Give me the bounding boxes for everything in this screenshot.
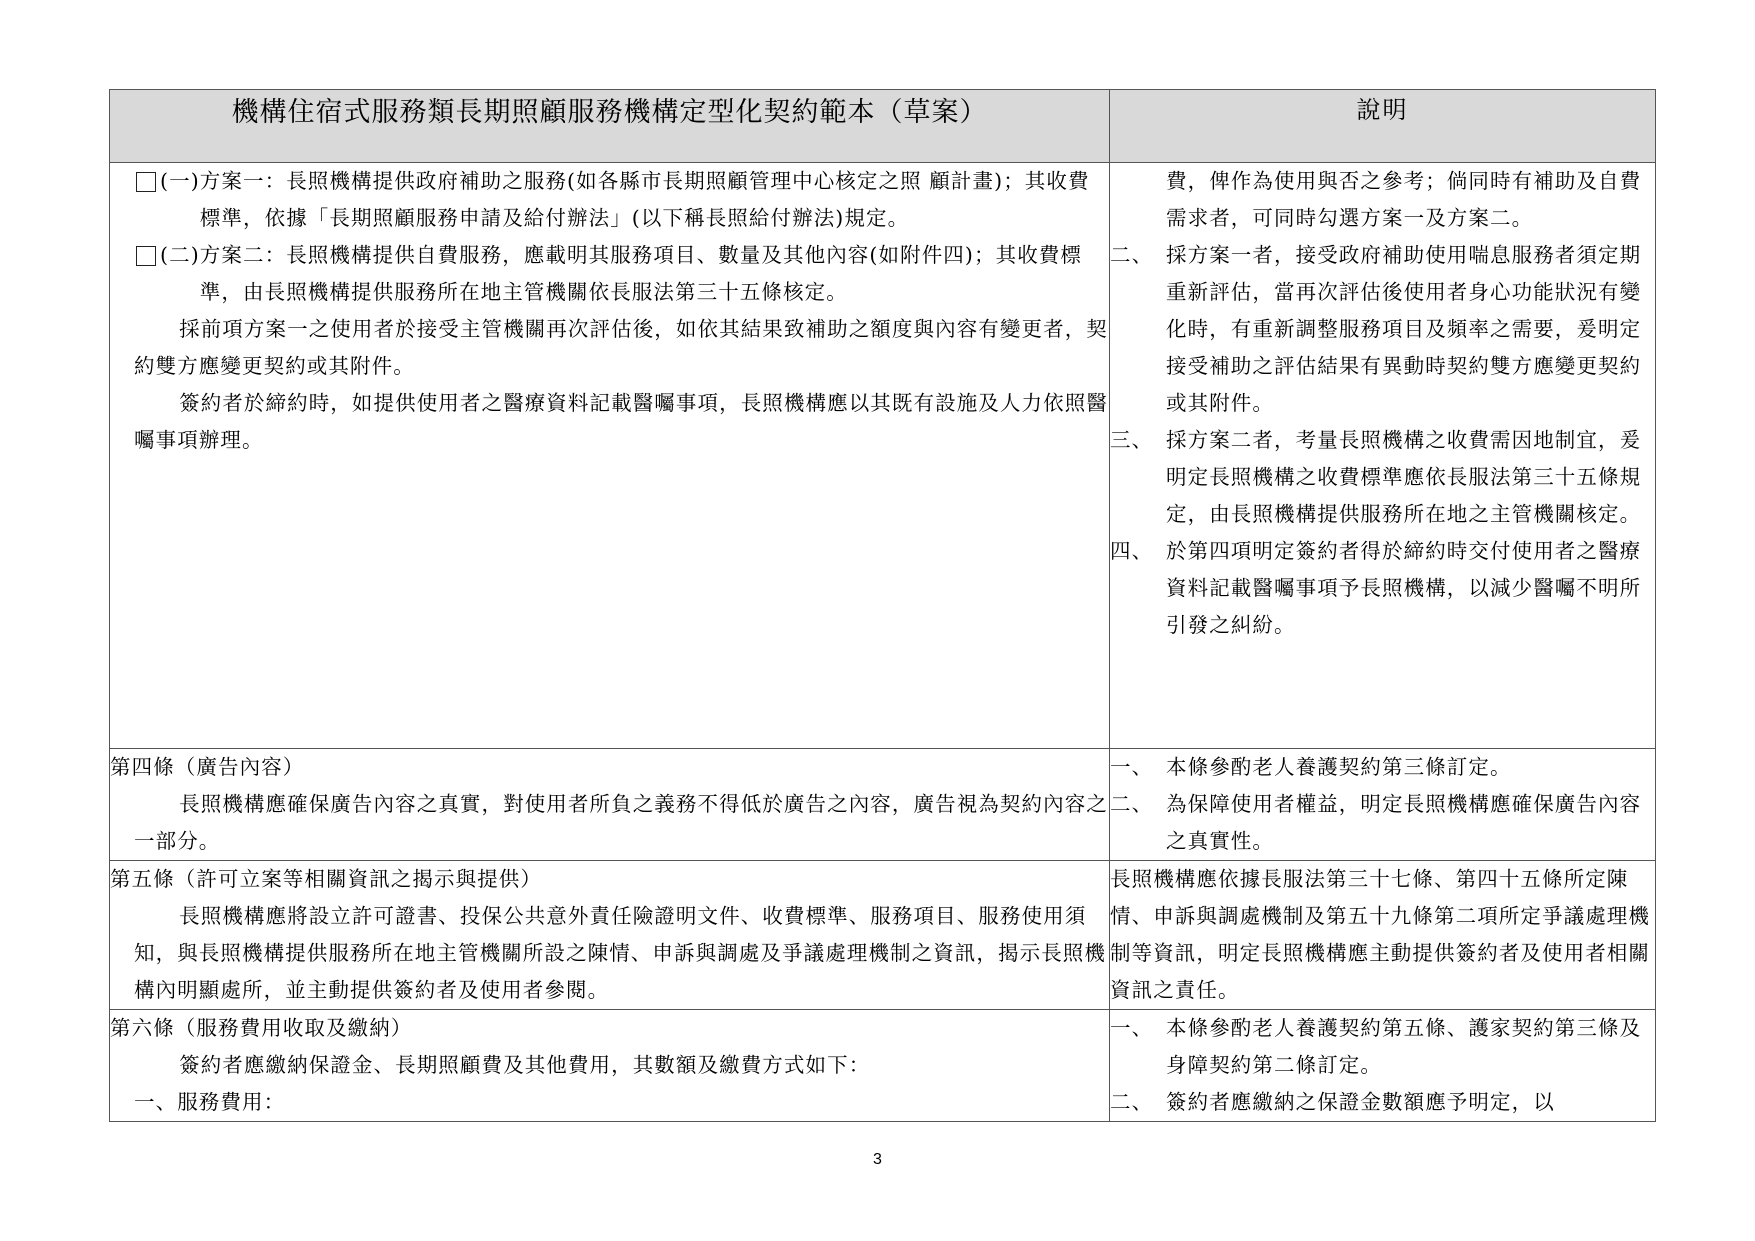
header-right: 說明 bbox=[1110, 90, 1656, 163]
note-text: 本條參酌老人養護契約第五條、護家契約第三條及身障契約第二條訂定。 bbox=[1166, 1016, 1642, 1077]
note-item bbox=[1110, 1084, 1655, 1121]
note-text: 長照機構應依據長服法第三十七條、第四十五條所定陳情、申訴與調處機制及第五十九條第二項所定爭議處理機制等資訊，明定長照機構應主動提供簽約者及使用者相關資訊之責任。 bbox=[1110, 867, 1650, 1002]
checkbox-option-1[interactable] bbox=[136, 172, 156, 192]
note-number: 三、 bbox=[1110, 428, 1154, 452]
paragraph: 簽約者於締約時，如提供使用者之醫療資料記載醫囑事項，長照機構應以其既有設施及人力依照醫囑事項辦理。 bbox=[134, 391, 1108, 452]
note-text: 簽約者應繳納之保證金數額應予明定，以 bbox=[1166, 1090, 1555, 1114]
note-item bbox=[1110, 1010, 1655, 1084]
paragraph: 簽約者應繳納保證金、長期照顧費及其他費用，其數額及繳費方式如下： bbox=[179, 1053, 871, 1077]
option-text: 方案一：長照機構提供政府補助之服務(如各縣市長期照顧管理中心核定之照 顧計畫)；其收費標準，依據「長期照顧服務申請及給付辦法」(以下稱長照給付辦法)規定。 bbox=[199, 169, 1090, 230]
note-continuation: 費，俾作為使用與否之參考；倘同時有補助及自費需求者，可同時勾選方案一及方案二。 bbox=[1166, 169, 1642, 230]
note-text: 本條參酌老人養護契約第三條訂定。 bbox=[1166, 755, 1512, 779]
article-title: 第五條（許可立案等相關資訊之揭示與提供） bbox=[110, 867, 542, 891]
list-item: 一、服務費用： bbox=[134, 1090, 286, 1114]
table-row bbox=[110, 1010, 1656, 1122]
table-row bbox=[110, 163, 1656, 749]
option-tag: (二) bbox=[160, 243, 200, 267]
note-text: 為保障使用者權益，明定長照機構應確保廣告內容之真實性。 bbox=[1166, 792, 1642, 853]
note-number: 一、 bbox=[1110, 755, 1154, 779]
option-tag: (一) bbox=[160, 169, 200, 193]
paragraph: 採前項方案一之使用者於接受主管機關再次評估後，如依其結果致補助之額度與內容有變更者，契約雙方應變更契約或其附件。 bbox=[134, 317, 1108, 378]
paragraph: 長照機構應確保廣告內容之真實，對使用者所負之義務不得低於廣告之內容，廣告視為契約內容之一部分。 bbox=[134, 792, 1108, 853]
table-row bbox=[110, 749, 1656, 861]
option-2 bbox=[110, 237, 1109, 311]
paragraph: 長照機構應將設立許可證書、投保公共意外責任險證明文件、收費標準、服務項目、服務使用須知，與長照機構提供服務所在地主管機關所設之陳情、申訴與調處及爭議處理機制之資訊，揭示長照機構內明顯處所，並主動提供簽約者及使用者參閱。 bbox=[134, 904, 1106, 1002]
checkbox-option-2[interactable] bbox=[136, 246, 156, 266]
header-row bbox=[110, 90, 1656, 163]
note-item bbox=[1110, 422, 1655, 533]
article-title: 第四條（廣告內容） bbox=[110, 755, 305, 779]
note-text: 採方案二者，考量長照機構之收費需因地制宜，爰明定長照機構之收費標準應依長服法第三十五條規定，由長照機構提供服務所在地之主管機關核定。 bbox=[1166, 428, 1642, 526]
option-1 bbox=[110, 163, 1109, 237]
article-title: 第六條（服務費用收取及繳納） bbox=[110, 1016, 413, 1040]
contract-cell bbox=[110, 861, 1110, 1010]
option-text: 方案二：長照機構提供自費服務，應載明其服務項目、數量及其他內容(如附件四)；其收費標準，由長照機構提供服務所在地主管機關依長服法第三十五條核定。 bbox=[199, 243, 1082, 304]
note-number: 二、 bbox=[1110, 1090, 1154, 1114]
note-cell bbox=[1110, 861, 1656, 1010]
note-number: 四、 bbox=[1110, 539, 1154, 563]
note-number: 二、 bbox=[1110, 243, 1154, 267]
table-row bbox=[110, 861, 1656, 1010]
page-number: 3 bbox=[873, 1151, 882, 1168]
note-text: 採方案一者，接受政府補助使用喘息服務者須定期重新評估，當再次評估後使用者身心功能狀況有變化時，有重新調整服務項目及頻率之需要，爰明定接受補助之評估結果有異動時契約雙方應變更契約或其附件。 bbox=[1166, 243, 1642, 415]
contract-cell bbox=[110, 163, 1110, 749]
note-item bbox=[1110, 533, 1655, 644]
note-cell bbox=[1110, 1010, 1656, 1122]
header-left: 機構住宿式服務類長期照顧服務機構定型化契約範本（草案） bbox=[110, 90, 1110, 163]
note-cell bbox=[1110, 749, 1656, 861]
note-item bbox=[1110, 237, 1655, 422]
note-cell bbox=[1110, 163, 1656, 749]
contract-table bbox=[109, 89, 1656, 1122]
note-number: 一、 bbox=[1110, 1016, 1154, 1040]
note-number: 二、 bbox=[1110, 792, 1154, 816]
note-item bbox=[1110, 749, 1655, 786]
contract-cell bbox=[110, 749, 1110, 861]
contract-cell bbox=[110, 1010, 1110, 1122]
note-text: 於第四項明定簽約者得於締約時交付使用者之醫療資料記載醫囑事項予長照機構，以減少醫囑不明所引發之糾紛。 bbox=[1166, 539, 1642, 637]
note-item bbox=[1110, 786, 1655, 860]
